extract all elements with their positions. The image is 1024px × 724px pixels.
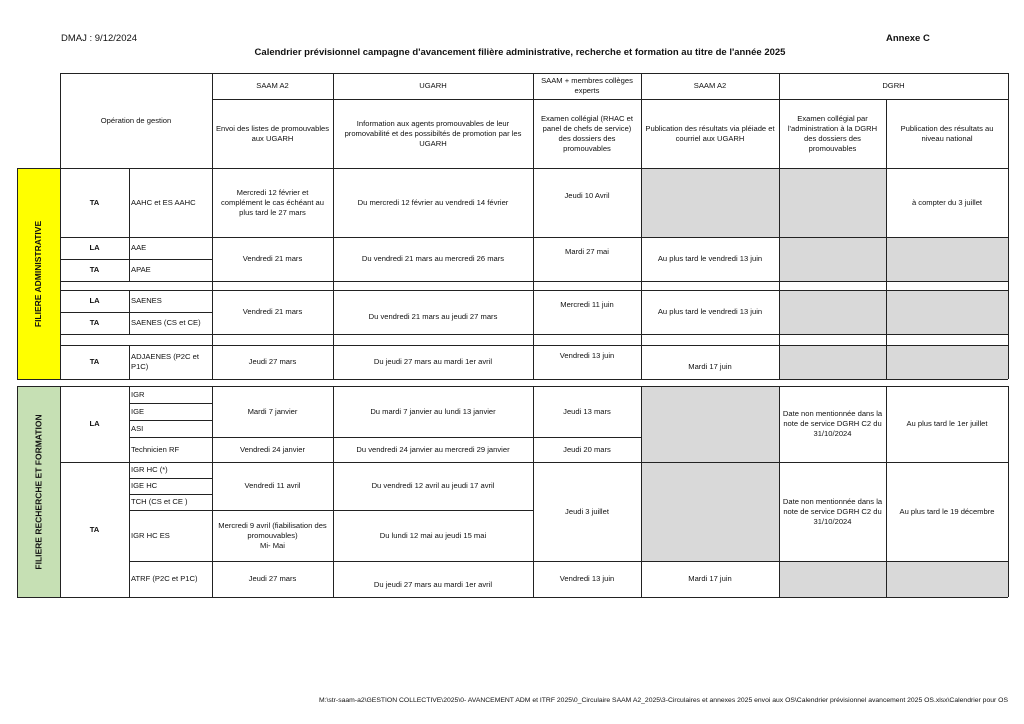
group-header-saam-experts: SAAM + membres collèges experts — [541, 76, 633, 95]
group-header-saam-a2: SAAM A2 — [256, 81, 289, 90]
row-corps: IGE — [131, 406, 145, 416]
grid-line — [333, 73, 334, 168]
cell-envoi: Vendredi 24 janvier — [239, 444, 305, 454]
grid-line — [1008, 168, 1009, 379]
grid-line — [333, 168, 334, 379]
cell-publication-pleiade: Mardi 17 juin — [688, 362, 732, 371]
cell-examen-dgrh: Date non mentionnée dans la note de service DGRH C2 du 31/10/2024 — [782, 409, 883, 438]
row-corps: AAHC et ES AAHC — [131, 197, 196, 207]
grid-line — [60, 281, 1008, 282]
cell-envoi: Vendredi 21 mars — [242, 307, 303, 316]
row-corps: ASI — [131, 423, 144, 433]
cell-envoi — [212, 510, 333, 561]
band-filiere-administrative — [17, 168, 60, 379]
grey-cell — [779, 345, 886, 379]
grid-line — [333, 386, 334, 597]
row-type: LA — [89, 419, 100, 428]
grid-line — [60, 259, 212, 260]
grid-line — [779, 386, 780, 597]
grey-cell — [641, 168, 779, 237]
grid-line — [779, 73, 780, 168]
column-header-publication-national: Publication des résultats au niveau national — [900, 123, 994, 143]
cell-information: Du lundi 12 mai au jeudi 15 mai — [379, 530, 487, 540]
row-corps: IGR — [131, 389, 145, 399]
envoi-fiabilisation: Mercredi 9 avril (fiabilisation des promouvables) — [218, 520, 327, 540]
row-corps: ATRF (P2C et P1C) — [131, 574, 198, 583]
cell-envoi: Mardi 7 janvier — [247, 406, 298, 416]
grid-line — [60, 312, 212, 313]
cell-examen-dgrh: Date non mentionnée dans la note de service DGRH C2 du 31/10/2024 — [782, 497, 883, 526]
row-type: TA — [89, 357, 100, 366]
grid-line — [212, 386, 213, 597]
annex-label: Annexe C — [886, 33, 930, 44]
grid-line — [60, 237, 1008, 238]
grid-line — [886, 386, 887, 597]
grid-line — [129, 494, 212, 495]
grey-cell — [779, 168, 886, 237]
grid-line — [60, 290, 1008, 291]
grid-line — [129, 403, 212, 404]
grid-line — [17, 168, 1008, 169]
row-type: LA — [89, 296, 100, 305]
grid-line — [17, 386, 1008, 387]
row-type: TA — [89, 265, 100, 274]
grid-line — [129, 290, 130, 334]
grey-cell — [641, 386, 779, 462]
grid-line — [60, 73, 61, 168]
grey-cell — [886, 237, 1008, 281]
file-path-footer: M:\str-saam-a2\GESTION COLLECTIVE\2025\0- AVANCEMENT ADM et ITRF 2025\0_Circulaire SAAM A2_2025\3-Circulaires et annexes 2025 envoi aux OS\Calendrier prévisionnel avancement 2025 OS.xlsx\Calendrier pour OS — [318, 697, 1008, 704]
cell-publication-pleiade: Au plus tard le vendredi 13 juin — [657, 254, 763, 263]
grid-line — [1008, 386, 1009, 597]
grey-cell — [886, 561, 1008, 597]
grid-line — [641, 386, 642, 597]
band-filiere-recherche — [17, 386, 60, 597]
cell-information: Du vendredi 24 janvier au mercredi 29 janvier — [356, 444, 510, 454]
grid-line — [17, 379, 1008, 380]
cell-envoi: Jeudi 27 mars — [248, 574, 297, 583]
cell-examen: Vendredi 13 juin — [559, 351, 615, 360]
grid-line — [60, 462, 1008, 463]
row-corps: IGR HC (*) — [131, 465, 168, 474]
row-type: TA — [89, 197, 100, 207]
grid-line — [60, 73, 1008, 74]
grey-cell — [779, 237, 886, 281]
cell-examen: Jeudi 3 juillet — [565, 506, 609, 516]
grid-line — [60, 386, 61, 597]
cell-publication-national: à compter du 3 juillet — [911, 197, 983, 207]
update-date: DMAJ : 9/12/2024 — [61, 33, 138, 44]
column-header-information: Information aux agents promouvables de leur promovabilité et des possibiltés de promotion par les UGARH — [344, 118, 522, 148]
grey-cell — [886, 345, 1008, 379]
grid-line — [17, 168, 18, 379]
row-corps: APAE — [131, 265, 151, 274]
grid-line — [212, 168, 213, 379]
page-title: Calendrier prévisionnel campagne d'avancement filière administrative, recherche et formation au titre de l'année 2025 — [254, 47, 786, 58]
column-header-operation: Opération de gestion — [100, 115, 172, 125]
grid-line — [886, 168, 887, 379]
grid-line — [129, 437, 641, 438]
cell-publication-national: Au plus tard le 1er juillet — [906, 419, 988, 428]
grid-line — [17, 597, 1008, 598]
grid-line — [1008, 73, 1009, 168]
grid-line — [129, 345, 130, 379]
grid-line — [129, 510, 533, 511]
column-header-examen-dgrh: Examen collégial par l'administration à la DGRH des dossiers des promouvables — [787, 113, 878, 153]
row-corps: SAENES — [131, 296, 162, 305]
group-header-dgrh: DGRH — [882, 81, 905, 90]
grid-line — [129, 420, 212, 421]
grey-cell — [779, 290, 886, 334]
grid-line — [533, 386, 534, 597]
group-header-saam-a2-2: SAAM A2 — [693, 81, 727, 90]
cell-examen: Jeudi 10 Avril — [564, 191, 610, 200]
grey-cell — [886, 290, 1008, 334]
grid-line — [641, 168, 642, 379]
column-header-envoi: Envoi des listes de promouvables aux UGARH — [215, 123, 330, 143]
cell-information: Du vendredi 21 mars au mercredi 26 mars — [361, 254, 505, 263]
grid-line — [60, 345, 1008, 346]
grid-line — [641, 73, 642, 168]
band-recherche-label: FILIERE RECHERCHE ET FORMATION — [33, 413, 44, 570]
row-type: TA — [89, 318, 100, 327]
grid-line — [60, 168, 61, 379]
cell-information: Du vendredi 21 mars au jeudi 27 mars — [368, 312, 498, 321]
cell-information: Du jeudi 27 mars au mardi 1er avril — [373, 357, 493, 366]
group-header-ugarh: UGARH — [419, 81, 447, 90]
grid-line — [533, 73, 534, 168]
row-type: TA — [89, 524, 100, 534]
cell-envoi: Vendredi 11 avril — [244, 481, 301, 490]
grid-line — [129, 478, 212, 479]
cell-publication-national: Au plus tard le 19 décembre — [899, 506, 995, 516]
cell-information: Du mardi 7 janvier au lundi 13 janvier — [370, 406, 496, 416]
grid-line — [533, 168, 534, 379]
row-corps: IGE HC — [131, 481, 158, 490]
grid-line — [129, 386, 130, 597]
envoi-mi-mai: Mi- Mai — [260, 540, 285, 550]
cell-examen: Mardi 27 mai — [565, 247, 609, 256]
grid-line — [779, 168, 780, 379]
grid-line — [60, 334, 1008, 335]
row-corps: Technicien RF — [131, 444, 180, 454]
row-type: LA — [89, 243, 100, 252]
cell-examen: Mercredi 11 juin — [560, 300, 614, 309]
grid-line — [212, 99, 1008, 100]
row-corps: SAENES (CS et CE) — [131, 318, 201, 327]
grid-line — [129, 561, 1008, 562]
cell-examen: Jeudi 20 mars — [563, 444, 611, 454]
grid-line — [886, 99, 887, 168]
grey-cell — [779, 561, 886, 597]
row-corps: ADJAENES (P2C et P1C) — [131, 352, 199, 371]
cell-examen: Vendredi 13 juin — [559, 574, 615, 583]
cell-examen: Jeudi 13 mars — [563, 406, 611, 416]
grey-cell — [641, 462, 779, 561]
grid-line — [129, 168, 130, 281]
cell-information: Du vendredi 12 avril au jeudi 17 avril — [371, 481, 495, 490]
column-header-examen: Examen collégial (RHAC et panel de chefs de service) des dossiers des promouvables — [540, 113, 633, 153]
cell-envoi: Jeudi 27 mars — [248, 357, 297, 366]
cell-publication-pleiade: Au plus tard le vendredi 13 juin — [657, 307, 763, 316]
row-corps: AAE — [131, 243, 147, 252]
grid-line — [17, 386, 18, 597]
row-corps: TCH (CS et CE ) — [131, 497, 188, 506]
band-admin-label: FILIERE ADMINISTRATIVE — [33, 220, 44, 327]
cell-information: Du jeudi 27 mars au mardi 1er avril — [373, 580, 493, 589]
column-header-publication-pleiade: Publication des résultats via pléiade et courriel aux UGARH — [645, 123, 775, 143]
cell-publication-pleiade: Mardi 17 juin — [688, 574, 732, 583]
row-corps: IGR HC ES — [131, 530, 170, 540]
cell-envoi: Mercredi 12 février et complément le cas échéant au plus tard le 27 mars — [221, 187, 324, 217]
grid-line — [212, 73, 213, 168]
cell-envoi: Vendredi 21 mars — [242, 254, 303, 263]
cell-information: Du mercredi 12 février au vendredi 14 février — [357, 197, 509, 207]
